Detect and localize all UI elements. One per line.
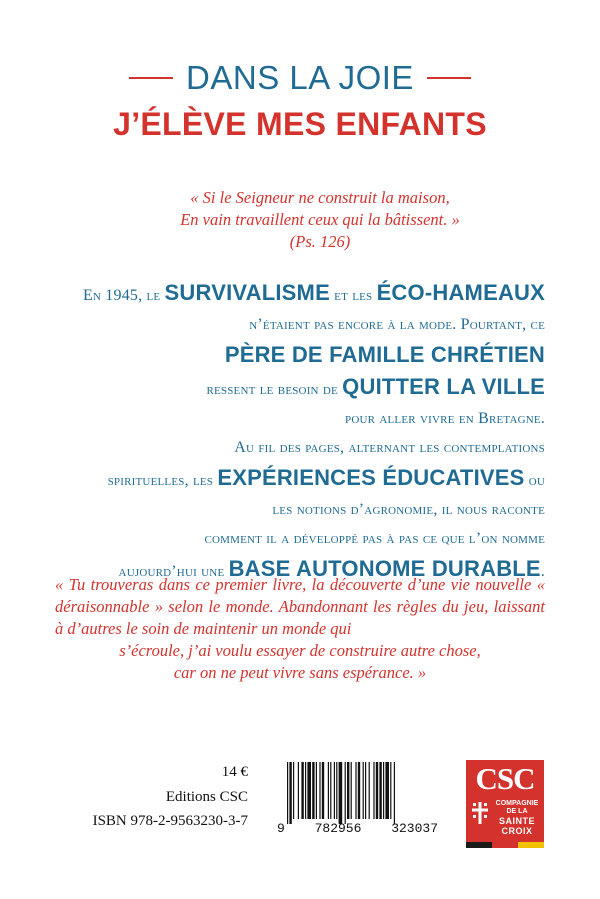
logo-abbreviation: CSC <box>475 761 535 796</box>
barcode-bar <box>347 762 349 819</box>
publisher: Editions CSC <box>165 788 248 805</box>
blurb <box>25 278 545 586</box>
price: 14 € <box>221 764 248 780</box>
barcode-bar <box>365 762 366 819</box>
barcode-bars <box>275 762 440 824</box>
epigraph-reference: (Ps. 126) <box>289 232 351 251</box>
title-rule-left <box>129 77 173 79</box>
barcode-bar <box>289 762 291 824</box>
barcode-bar <box>383 762 384 819</box>
barcode-bar <box>379 762 381 819</box>
blurb-text: spirituelles, les <box>107 471 218 489</box>
epigraph <box>140 187 500 253</box>
blurb-line: les notions d’agronomie, il nous raconte <box>272 501 545 519</box>
publication-info <box>93 760 248 834</box>
blurb-text: ressent le besoin de <box>206 380 343 398</box>
quote-paragraph: « Tu trouveras dans ce premier livre, la découverte d’une vie nouvelle « déraisonnable » selon le monde. Abandonnant les règles du jeu, laissant à d’autres le soin de maintenir un monde qui <box>55 575 545 638</box>
logo-line-3: SAINTE <box>498 816 535 826</box>
barcode-bar <box>316 762 317 819</box>
blurb-highlight: BASE AUTONOME DURABLE <box>228 555 541 581</box>
title-line-2: J’ÉLÈVE MES ENFANTS <box>113 106 487 142</box>
logo-line-2: DE LA <box>506 808 528 815</box>
barcode-bar <box>394 762 395 824</box>
title-line-1 <box>0 58 600 98</box>
jerusalem-cross-icon <box>470 800 490 826</box>
author-quote <box>55 574 545 684</box>
barcode-bar <box>334 762 335 819</box>
logo-line-1: COMPAGNIE <box>495 800 539 807</box>
blurb-line: comment il a développé pas à pas ce que l’on nomme <box>204 530 545 548</box>
blurb-text: et les <box>329 287 377 304</box>
barcode-bar <box>319 762 320 819</box>
blurb-line <box>25 372 545 404</box>
epigraph-line-1: « Si le Seigneur ne construit la maison, <box>190 188 450 207</box>
logo-name <box>492 800 542 836</box>
blurb-line <box>25 463 545 495</box>
barcode-bar <box>312 762 314 819</box>
barcode-bar <box>322 762 324 819</box>
blurb-line: n’étaient pas encore à la mode. Pourtant, ce <box>249 316 545 334</box>
barcode <box>275 762 440 842</box>
barcode-bar <box>287 762 288 824</box>
epigraph-line-2: En vain travaillent ceux qui la bâtissent. » <box>180 210 460 229</box>
barcode-bar <box>301 762 303 819</box>
logo-line-4: CROIX <box>501 826 533 836</box>
barcode-bar <box>355 762 356 819</box>
blurb-text: aujourd’hui une <box>118 562 229 580</box>
barcode-bar <box>293 762 294 819</box>
blurb-highlight: EXPÉRIENCES ÉDUCATIVES <box>217 464 525 490</box>
logo-flag-stripe <box>466 842 544 848</box>
flag-yellow <box>518 842 544 848</box>
barcode-bar <box>385 762 389 819</box>
barcode-bar <box>307 762 311 819</box>
barcode-bar <box>328 762 329 819</box>
flag-black <box>466 842 492 848</box>
publisher-logo <box>466 760 544 848</box>
barcode-bar <box>390 762 391 819</box>
barcode-lead-digit: 9 <box>277 821 285 836</box>
barcode-bar <box>305 762 306 819</box>
blurb-text: En 1945, le <box>82 287 165 304</box>
barcode-bar <box>345 762 346 824</box>
barcode-group-1: 782956 <box>314 821 362 836</box>
barcode-bar <box>376 762 378 819</box>
blurb-highlight: QUITTER LA VILLE <box>342 373 545 399</box>
barcode-bar <box>363 762 364 819</box>
blurb-line <box>25 278 545 310</box>
barcode-bar <box>339 762 343 824</box>
barcode-group-2: 323037 <box>391 821 438 836</box>
flag-red <box>492 842 518 848</box>
blurb-text: ou <box>524 471 545 489</box>
barcode-bar <box>373 762 374 819</box>
barcode-bar <box>351 762 352 819</box>
title-block <box>0 58 600 143</box>
barcode-bar <box>369 762 370 819</box>
title-text-1: DANS LA JOIE <box>186 59 414 96</box>
blurb-highlight: PÈRE DE FAMILLE CHRÉTIEN <box>224 341 545 367</box>
title-rule-right <box>427 77 471 79</box>
blurb-highlight: SURVIVALISME <box>164 280 330 305</box>
blurb-text: . <box>540 562 545 580</box>
blurb-line: Au fil des pages, alternant les contemplations <box>234 439 545 457</box>
blurb-highlight: ÉCO-HAMEAUX <box>376 280 545 305</box>
quote-line: car on ne peut vivre sans espérance. » <box>173 663 427 682</box>
barcode-bar <box>298 762 299 819</box>
barcode-bar <box>358 762 360 819</box>
barcode-number <box>275 821 440 836</box>
blurb-line: pour aller vivre en Bretagne. <box>345 410 545 428</box>
quote-line: s’écroule, j’ai voulu essayer de construire autre chose, <box>119 641 481 660</box>
blurb-line <box>25 340 545 372</box>
barcode-bar <box>336 762 337 819</box>
isbn: ISBN 978-2-9563230-3-7 <box>92 813 248 829</box>
barcode-bar <box>330 762 331 819</box>
